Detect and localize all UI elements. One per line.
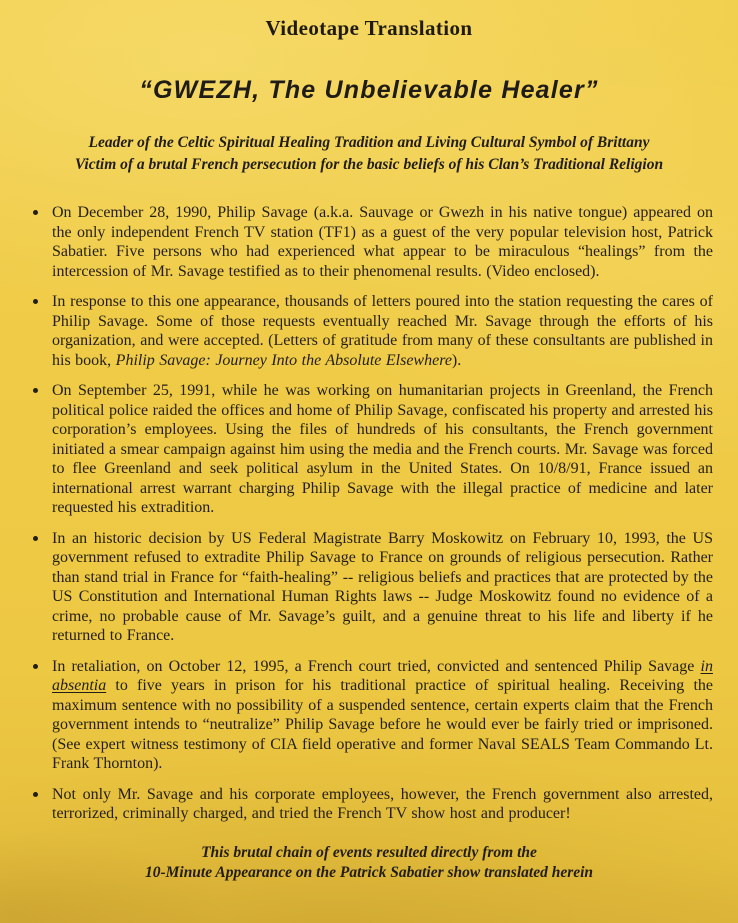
- bullet-text-segment: On September 25, 1991, while he was working on humanitarian projects in Greenland, the French political police raided the offices and home of Philip Savage, confiscated his property and arrested his corporation’s employees. Using the files of hundreds of his consultants, the French government initiated a smear campaign against him using the media and the French courts. Mr. Savage was forced to flee Greenland and seek political asylum in the United States. On 10/8/91, France issued an international arrest warrant charging Philip Savage with the illegal practice of medicine and later requested his extradition.: [52, 382, 713, 516]
- bullet-text-segment: Not only Mr. Savage and his corporate employees, however, the French government also arrested, terrorized, criminally charged, and tried the French TV show host and producer!: [52, 785, 713, 822]
- subtitle-line-1: Leader of the Celtic Spiritual Healing Tradition and Living Cultural Symbol of Brittany: [88, 134, 650, 151]
- bullet-item: [52, 785, 713, 824]
- bullet-dot-icon: [33, 536, 38, 541]
- subtitle-line-2: Victim of a brutal French persecution for the basic beliefs of his Clan’s Traditional Religion: [74, 156, 664, 173]
- bullet-item: [52, 381, 713, 518]
- bullet-text-segment: In retaliation, on October 12, 1995, a French court tried, convicted and sentenced Philip Savage: [52, 657, 701, 675]
- bullet-text-segment: In an historic decision by US Federal Magistrate Barry Moskowitz on February 10, 1993, the US government refused to extradite Philip Savage to France on grounds of religious persecution. Rather than stand trial in France for “faith-healing” -- religious beliefs and practices that are protected by the US Constitution and International Human Rights laws -- Judge Moskowitz found no evidence of a crime, no probable cause of Mr. Savage’s guilt, and a genuine threat to his life and liberty if he returned to France.: [52, 529, 713, 644]
- bullet-dot-icon: [33, 792, 38, 797]
- bullet-item: [52, 292, 713, 370]
- bullet-dot-icon: [33, 299, 38, 304]
- footer-line-2: 10-Minute Appearance on the Patrick Sabatier show translated herein: [144, 863, 594, 881]
- bullet-text-segment: On December 28, 1990, Philip Savage (a.k.a. Sauvage or Gwezh in his native tongue) appeared on the only independent French TV station (TF1) as a guest of the very popular television host, Patrick Sabatier. Five persons who had experienced what appear to be miraculous “healings” from the intercession of Mr. Savage testified as to their phenomenal results. (Video enclosed).: [52, 204, 713, 280]
- bullet-item: [52, 657, 713, 774]
- bullet-text-segment: Philip Savage: Journey Into the Absolute Elsewhere: [115, 351, 452, 369]
- bullet-item: [52, 529, 713, 646]
- bullet-text-segment: to five years in prison for his traditional practice of spiritual healing. Receiving the maximum sentence with no possibility of a suspended sentence, certain experts claim that the French government intends to “neutralize” Philip Savage before he would ever be fairly tried or imprisoned. (See expert witness testimony of CIA field operative and former Naval SEALS Team Commando Lt. Frank Thornton).: [52, 677, 713, 772]
- page-title: “GWEZH, The Unbelievable Healer”: [139, 76, 599, 104]
- bullet-dot-icon: [33, 664, 38, 669]
- subtitle: [30, 132, 708, 176]
- bullet-list: [52, 203, 713, 824]
- bullet-dot-icon: [33, 210, 38, 215]
- footer-note: [40, 843, 698, 883]
- bullet-dot-icon: [33, 388, 38, 393]
- bullet-text-segment: ).: [451, 351, 462, 369]
- bullet-text-segment: in absentia: [52, 657, 713, 694]
- footer-line-1: This brutal chain of events resulted directly from the: [201, 843, 537, 861]
- document-type-heading: Videotape Translation: [265, 16, 473, 40]
- bullet-item: [52, 203, 713, 281]
- bullet-text-segment: In response to this one appearance, thousands of letters poured into the station requesting the cares of Philip Savage. Some of those requests eventually reached Mr. Savage through the efforts of his organization, and were accepted. (Letters of gratitude from many of these consultants are published in his book,: [52, 293, 713, 369]
